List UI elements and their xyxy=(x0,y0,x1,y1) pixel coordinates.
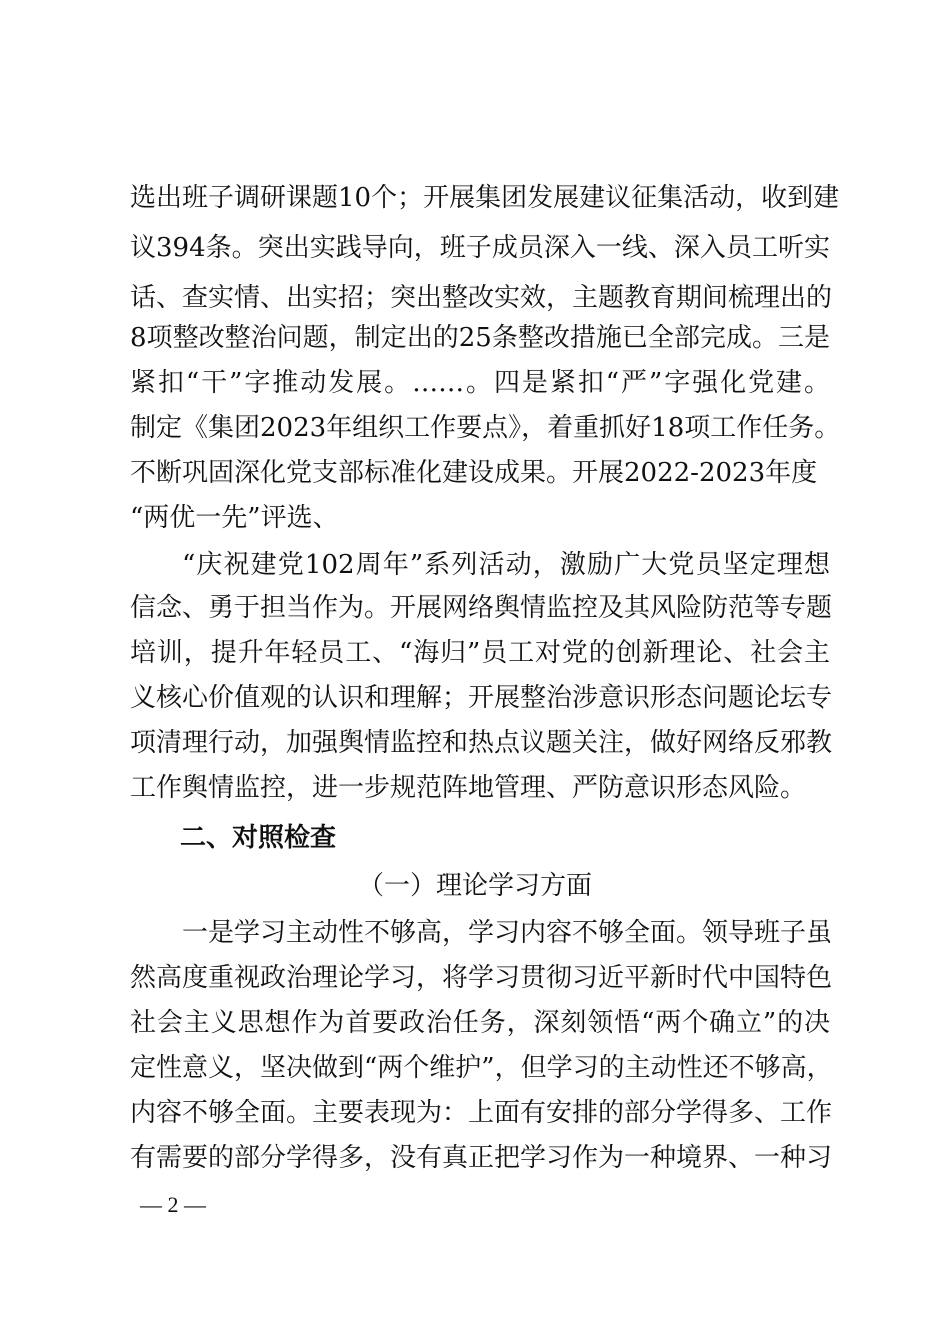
paragraph-line: 培训，提升年轻员工、“海归”员工对党的创新理论、社会主 xyxy=(130,638,830,668)
paragraph-line: 信念、勇于担当作为。开展网络舆情监控及其风险防范等专题 xyxy=(130,593,833,623)
paragraph-line: 紧扣“干”字推动发展。……。四是紧扣“严”字强化党建。 xyxy=(130,368,830,398)
paragraph-line: 内容不够全面。主要表现为：上面有安排的部分学得多、工作 xyxy=(130,1098,833,1128)
paragraph-line: 社会主义思想作为首要政治任务，深刻领悟“两个确立”的决 xyxy=(130,1008,830,1038)
paragraph-line: 不断巩固深化党支部标准化建设成果。开展2022-2023年度 xyxy=(130,458,818,488)
paragraph-line: 话、查实情、出实招；突出整改实效，主题教育期间梳理出的 xyxy=(130,283,833,313)
paragraph-line: 定性意义，坚决做到“两个维护”，但学习的主动性还不够高， xyxy=(130,1053,833,1083)
page-number: — 2 — xyxy=(140,1192,206,1217)
subsection-heading: （一）理论学习方面 xyxy=(357,871,592,901)
section-heading: 二、对照检查 xyxy=(180,823,337,853)
paragraph-line: 然高度重视政治理论学习，将学习贯彻习近平新时代中国特色 xyxy=(130,963,833,993)
paragraph-line: 工作舆情监控，进一步规范阵地管理、严防意识形态风险。 xyxy=(130,773,807,803)
paragraph-line: 8项整改整治问题，制定出的25条整改措施已全部完成。三是 xyxy=(130,323,830,353)
paragraph-line: 选出班子调研课题10个；开展集团发展建议征集活动，收到建 xyxy=(130,183,840,213)
paragraph-line: 义核心价值观的认识和理解；开展整治涉意识形态问题论坛专 xyxy=(130,683,833,713)
paragraph-line: 制定《集团2023年组织工作要点》，着重抓好18项工作任务。 xyxy=(130,413,841,443)
paragraph-line: “庆祝建党102周年”系列活动，激励广大党员坚定理想 xyxy=(182,550,830,580)
paragraph-line: 有需要的部分学得多，没有真正把学习作为一种境界、一种习 xyxy=(130,1143,833,1173)
paragraph-line: 议394条。突出实践导向，班子成员深入一线、深入员工听实 xyxy=(130,233,830,263)
paragraph-line: 一是学习主动性不够高，学习内容不够全面。领导班子虽 xyxy=(182,918,833,948)
paragraph-line: 项清理行动，加强舆情监控和热点议题关注，做好网络反邪教 xyxy=(130,728,833,758)
paragraph-line: “两优一先”评选、 xyxy=(130,503,339,533)
